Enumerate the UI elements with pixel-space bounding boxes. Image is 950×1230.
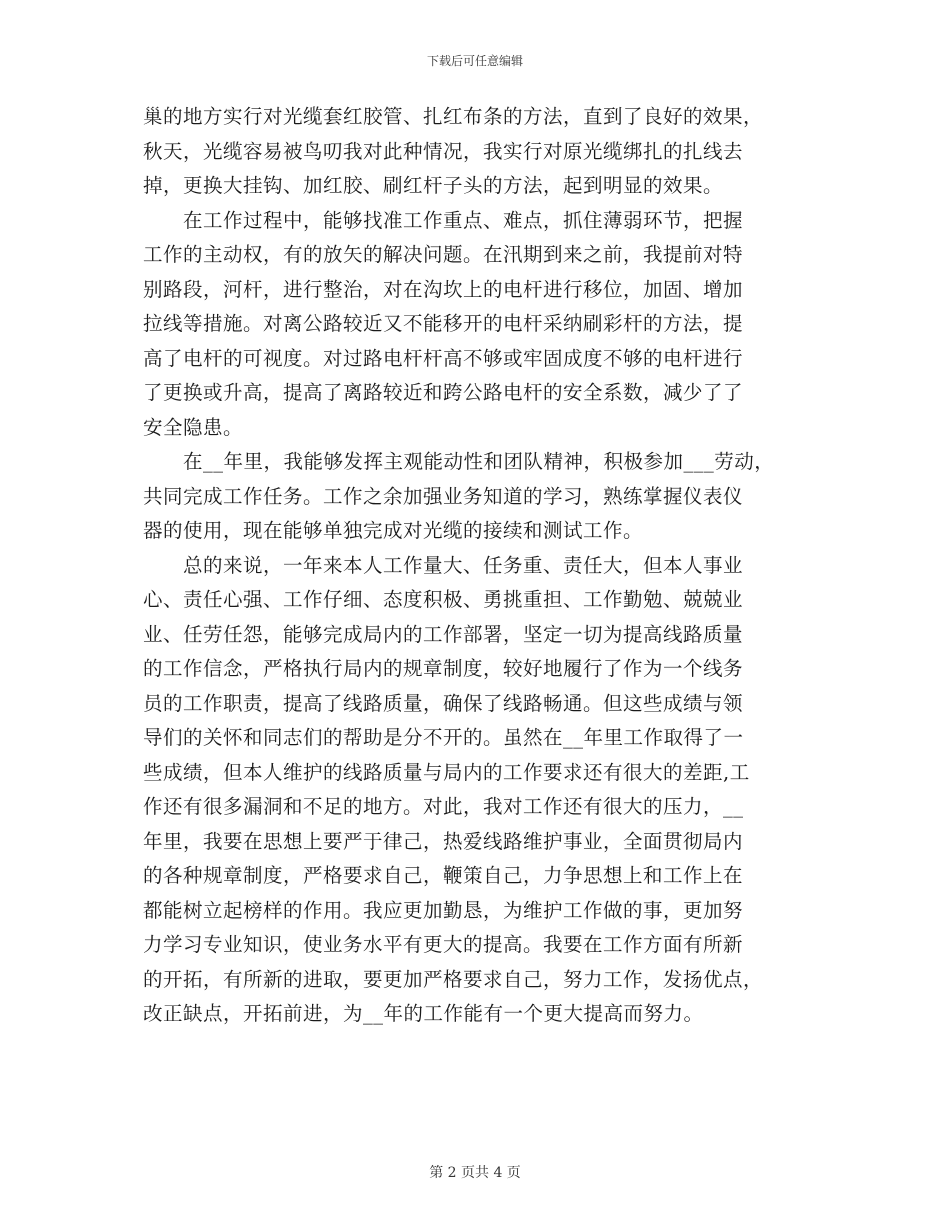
text-line: 的工作信念，严格执行局内的规章制度，较好地履行了作为一个线务 xyxy=(143,657,744,680)
text-line: 掉，更换大挂钩、加红胶、刷红杆子头的方法，起到明显的效果。 xyxy=(143,174,724,197)
text-line: 导们的关怀和同志们的帮助是分不开的。虽然在__年里工作取得了一 xyxy=(143,726,744,749)
text-line: 改正缺点，开拓前进，为__年的工作能有一个更大提高而努力。 xyxy=(143,1002,704,1025)
text-line: 的各种规章制度，严格要求自己，鞭策自己，力争思想上和工作上在 xyxy=(143,864,744,887)
text-line: 业、任劳任怨，能够完成局内的工作部署，坚定一切为提高线路质量 xyxy=(143,622,744,646)
text-line: 都能树立起榜样的作用。我应更加勤恳，为维护工作做的事，更加努 xyxy=(143,898,744,922)
text-line: 拉线等措施。对离公路较近又不能移开的电杆采纳刷彩杆的方法，提 xyxy=(143,312,744,335)
page-header: 下载后可任意编辑 xyxy=(426,54,523,68)
paragraph-start-line: 在__年里，我能够发挥主观能动性和团队精神，积极参加___劳动， xyxy=(183,450,775,473)
text-line: 年里，我要在思想上要严于律己，热爱线路维护事业，全面贯彻局内 xyxy=(143,829,744,853)
text-line: 巢的地方实行对光缆套红胶管、扎红布条的方法，直到了良好的效果， xyxy=(143,105,764,128)
text-line: 共同完成工作任务。工作之余加强业务知道的学习，熟练掌握仪表仪 xyxy=(143,484,744,508)
text-line: 工作的主动权，有的放矢的解决问题。在汛期到来之前，我提前对特 xyxy=(143,243,744,266)
text-line: 员的工作职责，提高了线路质量，确保了线路畅通。但这些成绩与领 xyxy=(143,691,744,715)
text-line: 些成绩，但本人维护的线路质量与局内的工作要求还有很大的差距,工 xyxy=(143,760,750,784)
text-line: 别路段，河杆，进行整治，对在沟坎上的电杆进行移位，加固、增加 xyxy=(143,277,744,301)
text-line: 力学习专业知识，使业务水平有更大的提高。我要在工作方面有所新 xyxy=(143,933,744,956)
document-body xyxy=(143,100,808,1032)
text-line: 的开拓，有所新的进取，要更加严格要求自己，努力工作，发扬优点， xyxy=(143,967,764,991)
text-line: 了更换或升高，提高了离路较近和跨公路电杆的安全系数，减少了了 xyxy=(143,381,744,404)
text-line: 心、责任心强、工作仔细、态度积极、勇挑重担、工作勤勉、兢兢业 xyxy=(143,588,744,611)
text-line: 高了电杆的可视度。对过路电杆杆高不够或牢固成度不够的电杆进行 xyxy=(143,346,744,370)
text-line: 器的使用，现在能够单独完成对光缆的接续和测试工作。 xyxy=(143,519,644,542)
paragraph-start-line: 在工作过程中，能够找准工作重点、难点，抓住薄弱环节，把握 xyxy=(183,208,744,232)
text-line: 秋天，光缆容易被鸟叨我对此种情况，我实行对原光缆绑扎的扎线去 xyxy=(143,139,744,163)
paragraph-start-line: 总的来说，一年来本人工作量大、任务重、责任大，但本人事业 xyxy=(183,553,744,577)
page-footer: 第 2 页共 4 页 xyxy=(429,1165,521,1181)
text-line: 作还有很多漏洞和不足的地方。对此，我对工作还有很大的压力，__ xyxy=(143,795,744,818)
text-line: 安全隐患。 xyxy=(143,415,244,439)
